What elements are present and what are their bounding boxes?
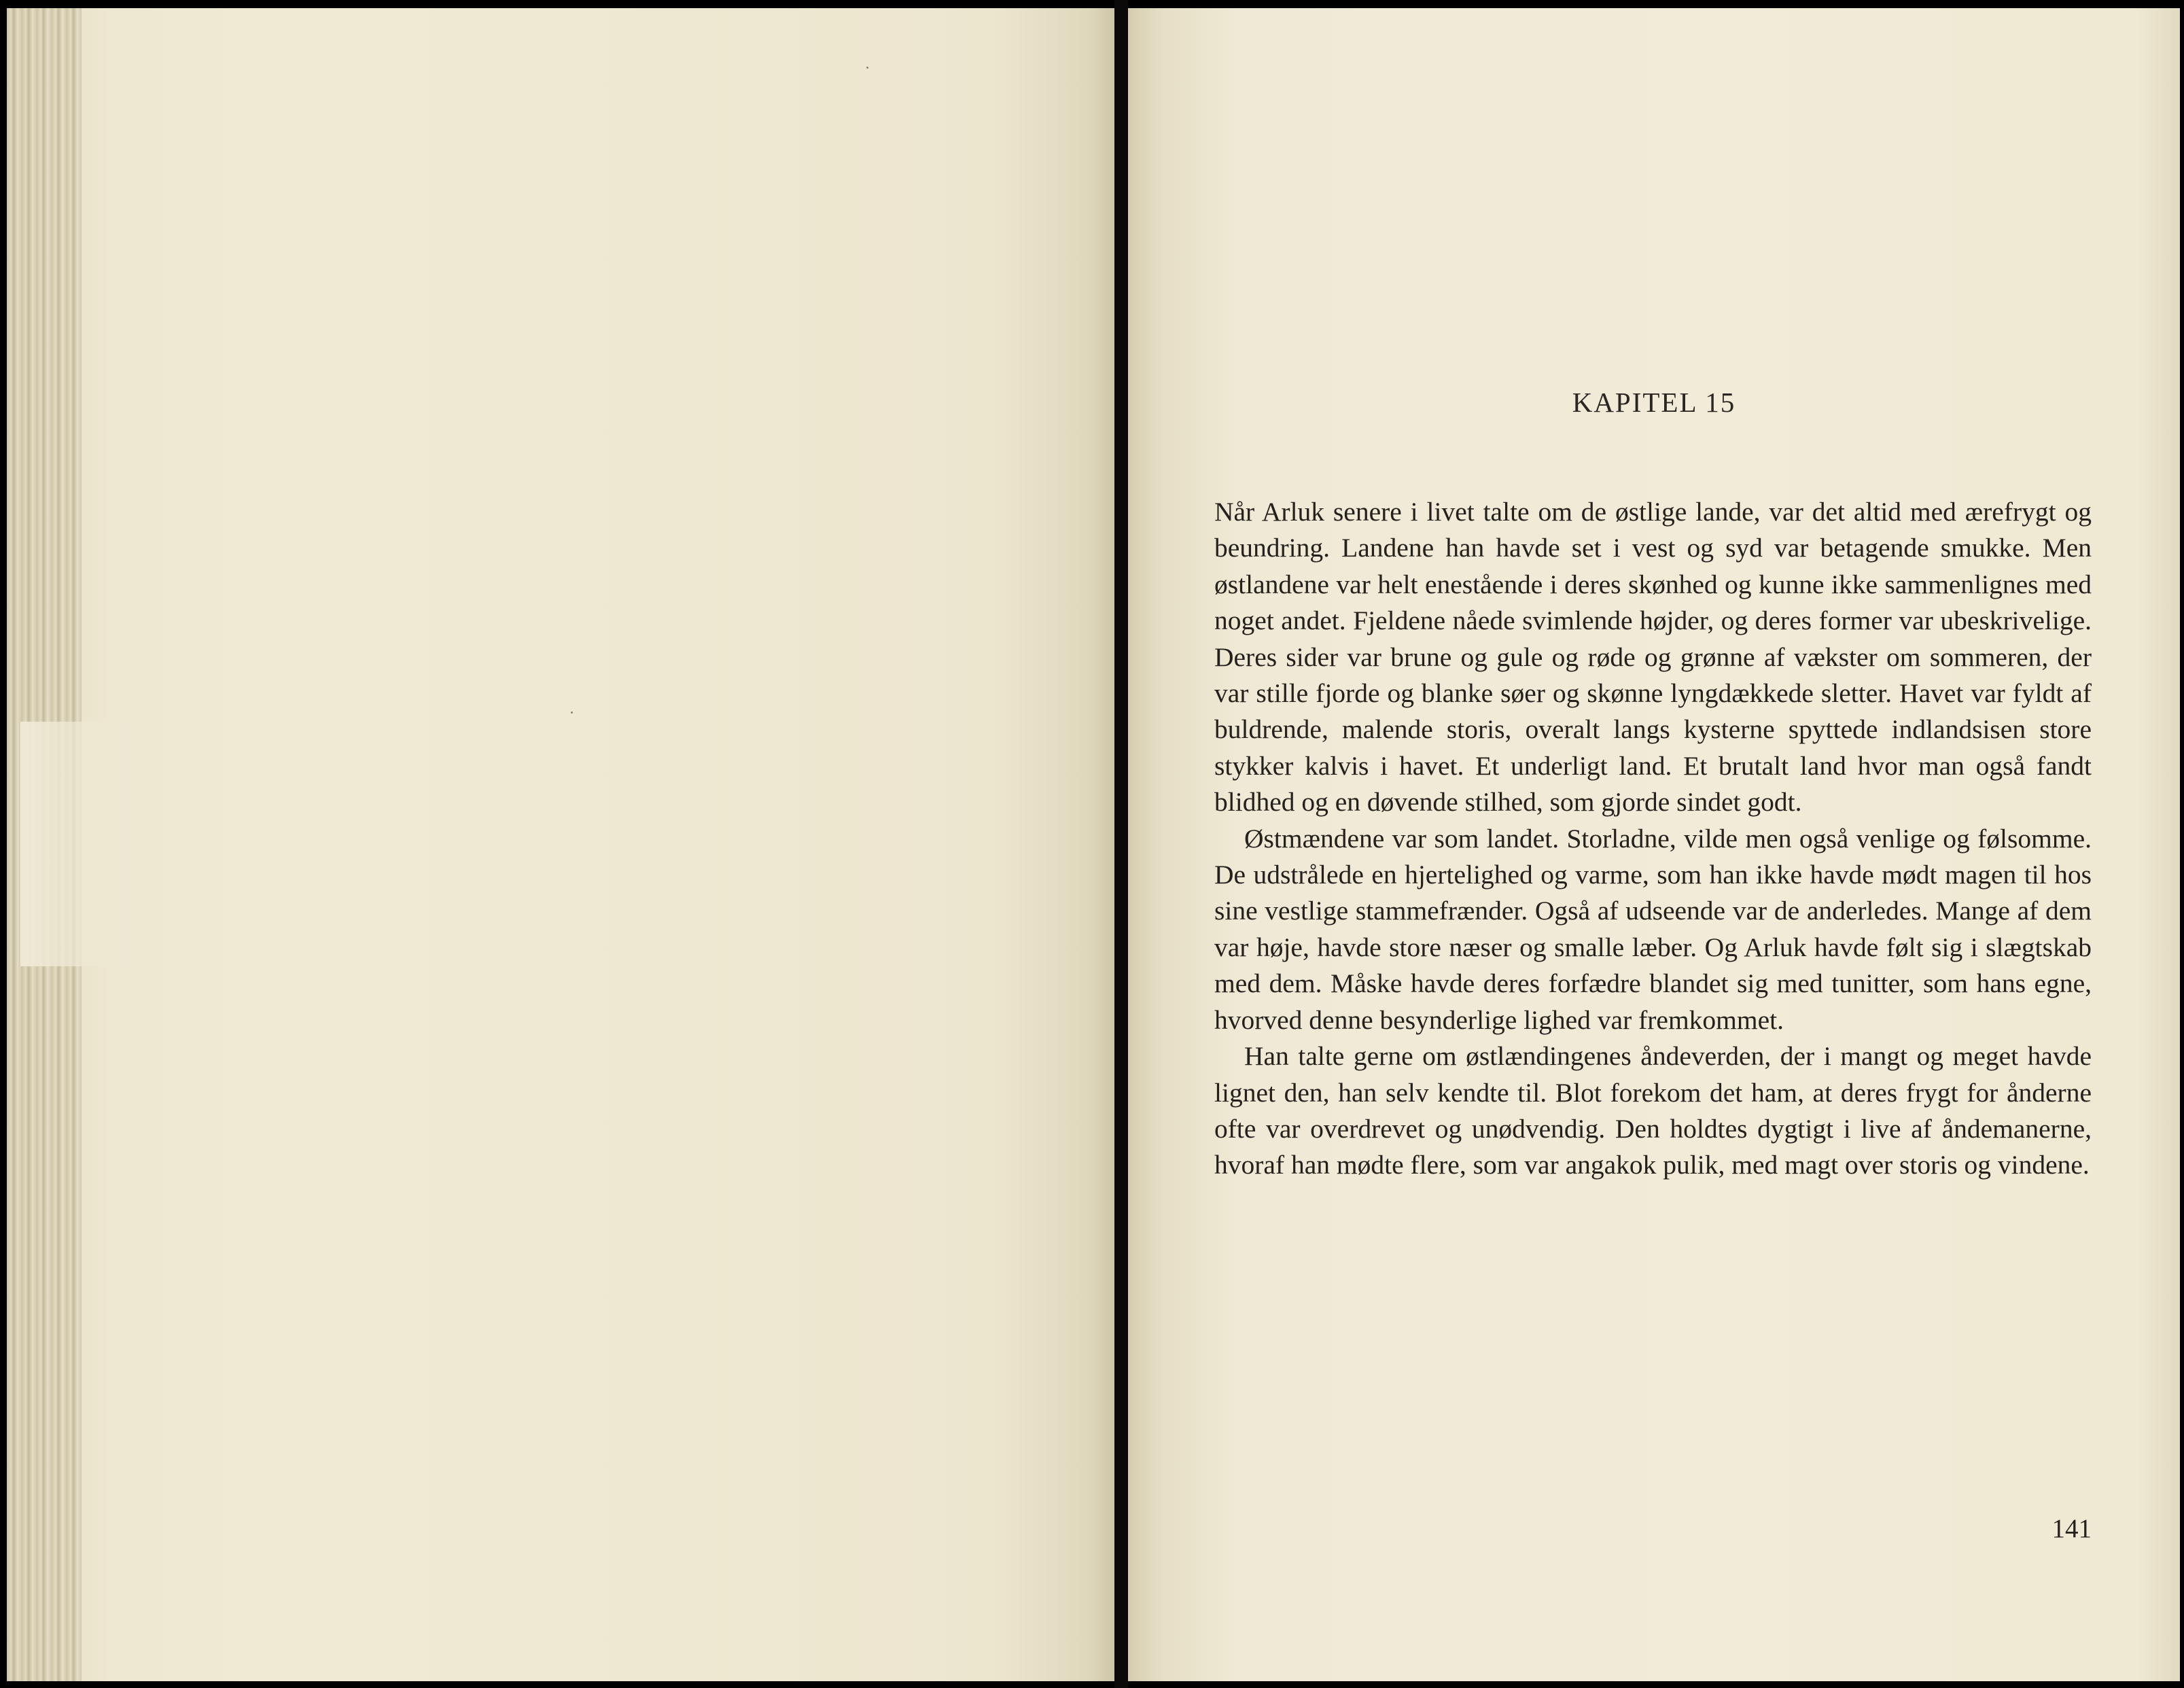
paragraph: Han talte gerne om østlændingenes åndeverden, der i mangt og meget havde lignet den, han selv kendte til. Blot forekom det ham, at deres frygt for ånderne ofte var overdrevet og unødvendig. Den holdtes dygtigt i live af åndemanerne, hvoraf han mødte flere, som var angakok pulik, med magt over storis og vindene. bbox=[1214, 1041, 2092, 1180]
right-page bbox=[1128, 8, 2180, 1681]
page-number: 141 bbox=[2051, 1514, 2092, 1543]
body-text bbox=[1214, 494, 2092, 1184]
paper-speck bbox=[866, 67, 868, 69]
chapter-title: KAPITEL 15 bbox=[1572, 387, 1736, 418]
book-gutter bbox=[1114, 0, 1128, 1688]
left-page bbox=[7, 8, 1114, 1681]
paragraph: Når Arluk senere i livet talte om de østlige lande, var det altid med ærefrygt og beundring. Landene han havde set i vest og syd var betagende smukke. Men østlandene var helt enestående i deres skønhed og kunne ikke sammenlignes med noget andet. Fjeldene nåede svimlende højder, og deres former var ubeskrivelige. Deres sider var brune og gule og røde og grønne af vækster om sommeren, der var stille fjorde og blanke søer og skønne lyngdækkede sletter. Havet var fyldt af buldrende, malende storis, overalt langs kysterne spyttede indlandsisen store stykker kalvis i havet. Et underligt land. Et brutalt land hvor man også fandt blidhed og en døvende stilhed, som gjorde sindet godt. bbox=[1214, 497, 2092, 817]
paper-speck bbox=[571, 711, 573, 714]
paragraph: Østmændene var som landet. Storladne, vilde men også venlige og følsomme. De udstrålede en hjertelighed og varme, som han ikke havde mødt magen til hos sine vestlige stammefrænder. Også af udseende var de anderledes. Mange af dem var høje, havde store næser og smalle læber. Og Arluk havde følt sig i slægtskab med dem. Måske havde deres forfædre blandet sig med tunitter, som hans egne, hvorved denne besynderlige lighed var fremkommet. bbox=[1214, 823, 2092, 1035]
page-edge-light-patch bbox=[20, 722, 217, 966]
